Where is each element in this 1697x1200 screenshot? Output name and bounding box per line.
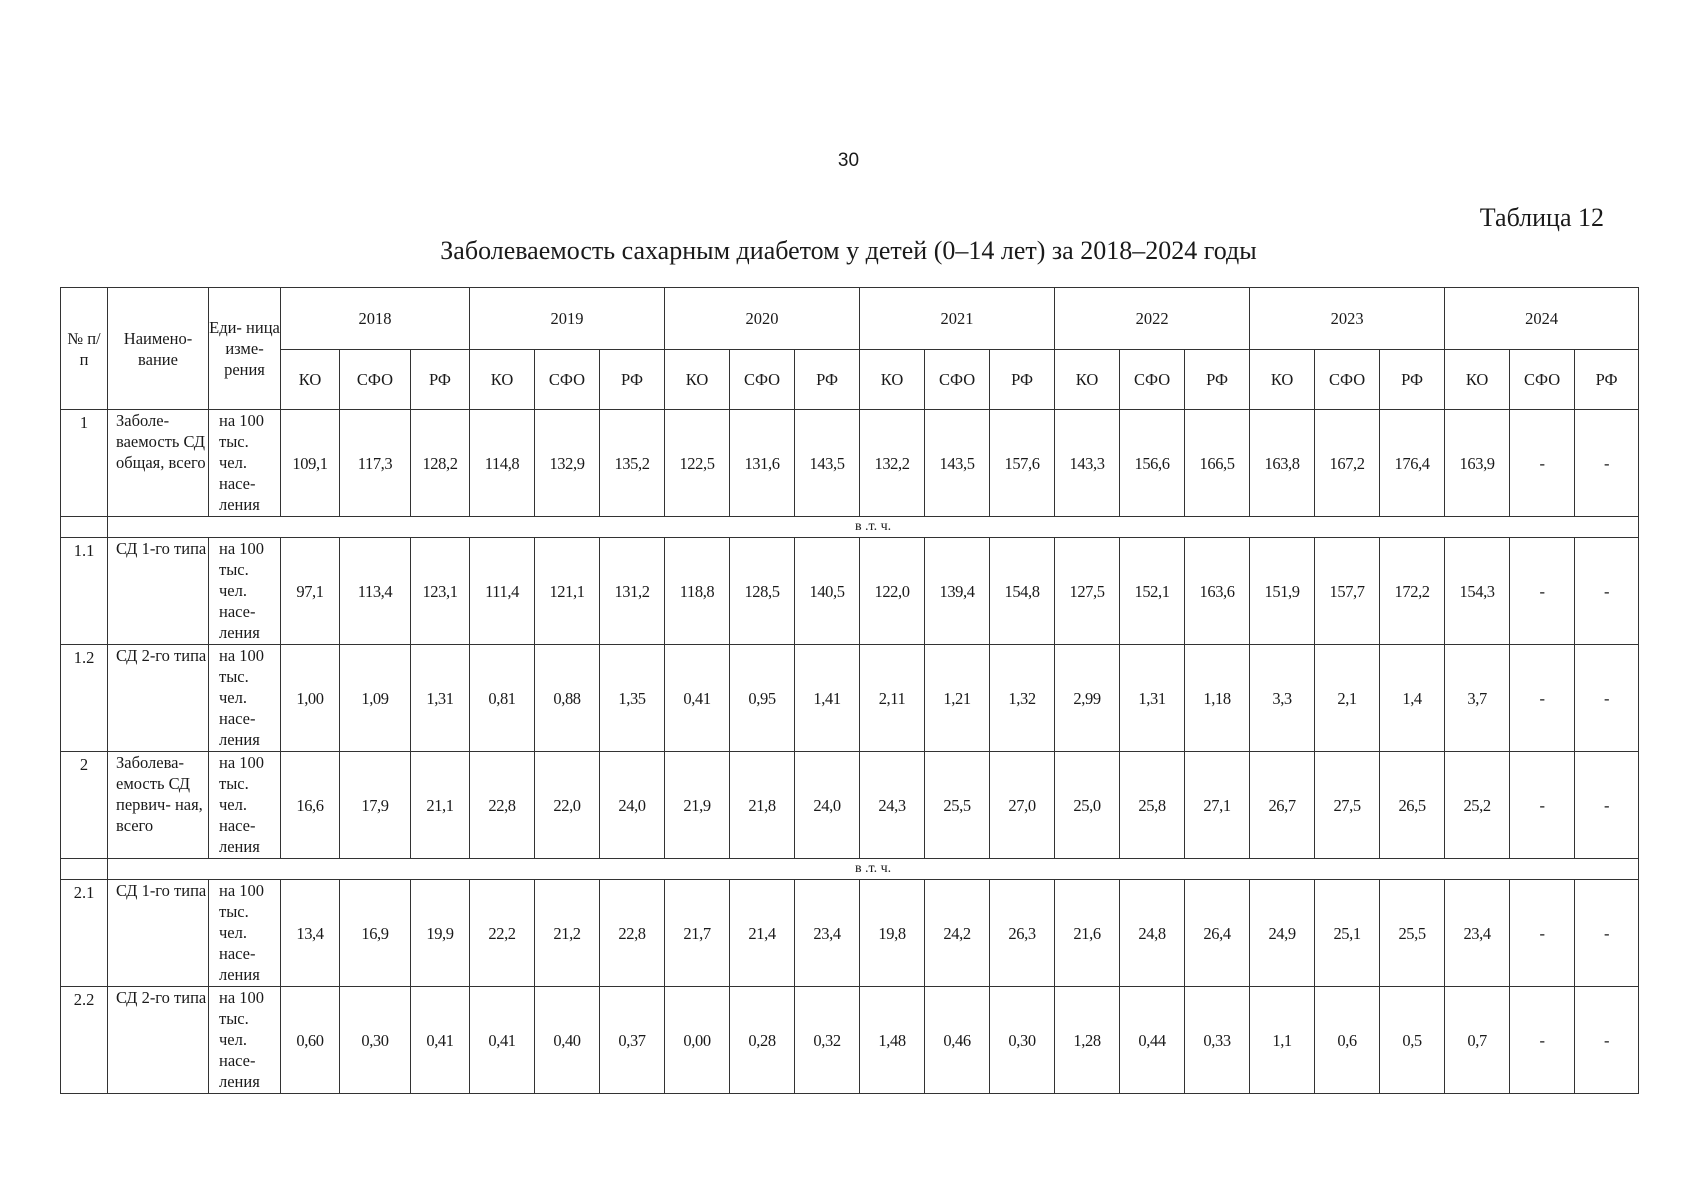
value-cell: 16,9 (340, 880, 411, 987)
separator-blank (61, 517, 108, 538)
value-cell: - (1575, 645, 1639, 752)
row-unit: на 100 тыс. чел. насе- ления (209, 880, 281, 987)
value-cell: 109,1 (281, 410, 340, 517)
header-sfo: СФО (1120, 350, 1185, 410)
value-cell: 21,1 (411, 752, 470, 859)
header-sfo: СФО (730, 350, 795, 410)
table-row (61, 645, 1639, 752)
value-cell: 0,37 (600, 987, 665, 1094)
header-rf: РФ (411, 350, 470, 410)
value-cell: 22,2 (470, 880, 535, 987)
value-cell: 1,31 (411, 645, 470, 752)
value-cell: 26,3 (990, 880, 1055, 987)
value-cell: 128,5 (730, 538, 795, 645)
value-cell: 0,41 (665, 645, 730, 752)
row-number: 2.1 (61, 880, 108, 987)
value-cell: 128,2 (411, 410, 470, 517)
value-cell: 0,41 (470, 987, 535, 1094)
value-cell: 16,6 (281, 752, 340, 859)
value-cell: 0,81 (470, 645, 535, 752)
value-cell: 21,6 (1055, 880, 1120, 987)
value-cell: 0,6 (1315, 987, 1380, 1094)
header-sfo: СФО (1510, 350, 1575, 410)
value-cell: 2,11 (860, 645, 925, 752)
value-cell: 135,2 (600, 410, 665, 517)
header-year-2018: 2018 (281, 288, 470, 350)
value-cell: 0,5 (1380, 987, 1445, 1094)
value-cell: 23,4 (795, 880, 860, 987)
value-cell: 26,5 (1380, 752, 1445, 859)
value-cell: 21,8 (730, 752, 795, 859)
value-cell: 0,32 (795, 987, 860, 1094)
value-cell: 152,1 (1120, 538, 1185, 645)
value-cell: 27,5 (1315, 752, 1380, 859)
row-number: 1.1 (61, 538, 108, 645)
header-row-years (61, 288, 1639, 350)
incidence-table (60, 287, 1639, 1094)
row-name: Заболе- ваемость СД общая, всего (108, 410, 209, 517)
header-rf: РФ (1380, 350, 1445, 410)
subgroup-separator-row (61, 859, 1639, 880)
row-number: 2.2 (61, 987, 108, 1094)
row-unit: на 100 тыс. чел. насе- ления (209, 410, 281, 517)
value-cell: 1,28 (1055, 987, 1120, 1094)
value-cell: 27,1 (1185, 752, 1250, 859)
header-year-2019: 2019 (470, 288, 665, 350)
value-cell: 132,9 (535, 410, 600, 517)
value-cell: 25,5 (1380, 880, 1445, 987)
value-cell: 121,1 (535, 538, 600, 645)
value-cell: 154,3 (1445, 538, 1510, 645)
value-cell: 21,7 (665, 880, 730, 987)
value-cell: - (1575, 880, 1639, 987)
value-cell: 24,9 (1250, 880, 1315, 987)
value-cell: 3,7 (1445, 645, 1510, 752)
value-cell: 0,60 (281, 987, 340, 1094)
row-name: СД 2-го типа (108, 645, 209, 752)
value-cell: 24,3 (860, 752, 925, 859)
table-body (61, 410, 1639, 1094)
separator-blank (61, 859, 108, 880)
row-name: СД 1-го типа (108, 880, 209, 987)
value-cell: - (1510, 987, 1575, 1094)
header-year-2022: 2022 (1055, 288, 1250, 350)
value-cell: 25,1 (1315, 880, 1380, 987)
row-number: 1 (61, 410, 108, 517)
header-rf: РФ (990, 350, 1055, 410)
header-ko: КО (1055, 350, 1120, 410)
header-unit: Еди- ница изме- рения (209, 288, 281, 410)
value-cell: 139,4 (925, 538, 990, 645)
table-row (61, 987, 1639, 1094)
header-row-regions (61, 350, 1639, 410)
value-cell: 143,3 (1055, 410, 1120, 517)
separator-label: в .т. ч. (108, 517, 1639, 538)
header-year-2020: 2020 (665, 288, 860, 350)
value-cell: 157,7 (1315, 538, 1380, 645)
header-sfo: СФО (925, 350, 990, 410)
value-cell: 27,0 (990, 752, 1055, 859)
value-cell: 143,5 (795, 410, 860, 517)
table-row (61, 538, 1639, 645)
row-name: СД 1-го типа (108, 538, 209, 645)
subgroup-separator-row (61, 517, 1639, 538)
value-cell: 122,5 (665, 410, 730, 517)
value-cell: - (1575, 410, 1639, 517)
header-rf: РФ (1185, 350, 1250, 410)
header-ko: КО (281, 350, 340, 410)
header-sfo: СФО (340, 350, 411, 410)
value-cell: 167,2 (1315, 410, 1380, 517)
header-ko: КО (860, 350, 925, 410)
value-cell: 0,7 (1445, 987, 1510, 1094)
value-cell: 19,9 (411, 880, 470, 987)
value-cell: 25,2 (1445, 752, 1510, 859)
value-cell: 2,99 (1055, 645, 1120, 752)
value-cell: 3,3 (1250, 645, 1315, 752)
value-cell: 172,2 (1380, 538, 1445, 645)
value-cell: 13,4 (281, 880, 340, 987)
value-cell: 24,0 (795, 752, 860, 859)
value-cell: 151,9 (1250, 538, 1315, 645)
value-cell: 21,4 (730, 880, 795, 987)
value-cell: 22,0 (535, 752, 600, 859)
table-label: Таблица 12 (1479, 203, 1604, 232)
value-cell: 0,41 (411, 987, 470, 1094)
value-cell: 21,2 (535, 880, 600, 987)
value-cell: 1,18 (1185, 645, 1250, 752)
value-cell: 0,40 (535, 987, 600, 1094)
value-cell: 123,1 (411, 538, 470, 645)
value-cell: 1,32 (990, 645, 1055, 752)
table-row (61, 880, 1639, 987)
row-name: СД 2-го типа (108, 987, 209, 1094)
header-sfo: СФО (535, 350, 600, 410)
value-cell: 22,8 (470, 752, 535, 859)
value-cell: 22,8 (600, 880, 665, 987)
value-cell: 1,31 (1120, 645, 1185, 752)
header-sfo: СФО (1315, 350, 1380, 410)
value-cell: 1,00 (281, 645, 340, 752)
value-cell: 0,33 (1185, 987, 1250, 1094)
value-cell: 118,8 (665, 538, 730, 645)
value-cell: 157,6 (990, 410, 1055, 517)
value-cell: 0,46 (925, 987, 990, 1094)
value-cell: 26,7 (1250, 752, 1315, 859)
value-cell: 1,21 (925, 645, 990, 752)
value-cell: 132,2 (860, 410, 925, 517)
value-cell: 1,48 (860, 987, 925, 1094)
row-unit: на 100 тыс. чел. насе- ления (209, 645, 281, 752)
value-cell: 117,3 (340, 410, 411, 517)
value-cell: 163,8 (1250, 410, 1315, 517)
value-cell: 17,9 (340, 752, 411, 859)
value-cell: 0,30 (990, 987, 1055, 1094)
header-ko: КО (665, 350, 730, 410)
separator-label: в .т. ч. (108, 859, 1639, 880)
header-rf: РФ (1575, 350, 1639, 410)
table-row (61, 410, 1639, 517)
value-cell: - (1510, 880, 1575, 987)
header-num: № п/ п (61, 288, 108, 410)
page-number: 30 (837, 150, 860, 171)
table-row (61, 752, 1639, 859)
value-cell: - (1510, 538, 1575, 645)
value-cell: - (1510, 645, 1575, 752)
value-cell: 1,35 (600, 645, 665, 752)
value-cell: 131,2 (600, 538, 665, 645)
value-cell: 97,1 (281, 538, 340, 645)
value-cell: 166,5 (1185, 410, 1250, 517)
value-cell: 21,9 (665, 752, 730, 859)
value-cell: 163,9 (1445, 410, 1510, 517)
row-name: Заболева- емость СД первич- ная, всего (108, 752, 209, 859)
value-cell: 156,6 (1120, 410, 1185, 517)
value-cell: 1,41 (795, 645, 860, 752)
value-cell: 25,8 (1120, 752, 1185, 859)
value-cell: 25,5 (925, 752, 990, 859)
value-cell: 140,5 (795, 538, 860, 645)
value-cell: 24,2 (925, 880, 990, 987)
value-cell: 111,4 (470, 538, 535, 645)
header-ko: КО (1445, 350, 1510, 410)
value-cell: 0,88 (535, 645, 600, 752)
table-title: Заболеваемость сахарным диабетом у детей (0–14 лет) за 2018–2024 годы (440, 236, 1257, 265)
row-unit: на 100 тыс. чел. насе- ления (209, 752, 281, 859)
value-cell: 0,00 (665, 987, 730, 1094)
value-cell: 154,8 (990, 538, 1055, 645)
value-cell: 0,28 (730, 987, 795, 1094)
header-year-2021: 2021 (860, 288, 1055, 350)
header-ko: КО (470, 350, 535, 410)
table-header (61, 288, 1639, 410)
value-cell: 1,1 (1250, 987, 1315, 1094)
value-cell: 163,6 (1185, 538, 1250, 645)
value-cell: 176,4 (1380, 410, 1445, 517)
value-cell: 19,8 (860, 880, 925, 987)
header-rf: РФ (600, 350, 665, 410)
value-cell: - (1575, 752, 1639, 859)
value-cell: 24,0 (600, 752, 665, 859)
row-unit: на 100 тыс. чел. насе- ления (209, 987, 281, 1094)
value-cell: 143,5 (925, 410, 990, 517)
row-number: 2 (61, 752, 108, 859)
value-cell: - (1510, 410, 1575, 517)
header-year-2023: 2023 (1250, 288, 1445, 350)
value-cell: 122,0 (860, 538, 925, 645)
value-cell: 0,95 (730, 645, 795, 752)
value-cell: 0,44 (1120, 987, 1185, 1094)
header-name: Наимено- вание (108, 288, 209, 410)
value-cell: 0,30 (340, 987, 411, 1094)
value-cell: 1,09 (340, 645, 411, 752)
value-cell: 26,4 (1185, 880, 1250, 987)
value-cell: 23,4 (1445, 880, 1510, 987)
value-cell: 1,4 (1380, 645, 1445, 752)
value-cell: 131,6 (730, 410, 795, 517)
value-cell: 2,1 (1315, 645, 1380, 752)
value-cell: 113,4 (340, 538, 411, 645)
header-year-2024: 2024 (1445, 288, 1639, 350)
value-cell: 114,8 (470, 410, 535, 517)
header-ko: КО (1250, 350, 1315, 410)
value-cell: 25,0 (1055, 752, 1120, 859)
row-number: 1.2 (61, 645, 108, 752)
value-cell: - (1575, 987, 1639, 1094)
header-rf: РФ (795, 350, 860, 410)
value-cell: 127,5 (1055, 538, 1120, 645)
value-cell: - (1575, 538, 1639, 645)
value-cell: 24,8 (1120, 880, 1185, 987)
value-cell: - (1510, 752, 1575, 859)
row-unit: на 100 тыс. чел. насе- ления (209, 538, 281, 645)
